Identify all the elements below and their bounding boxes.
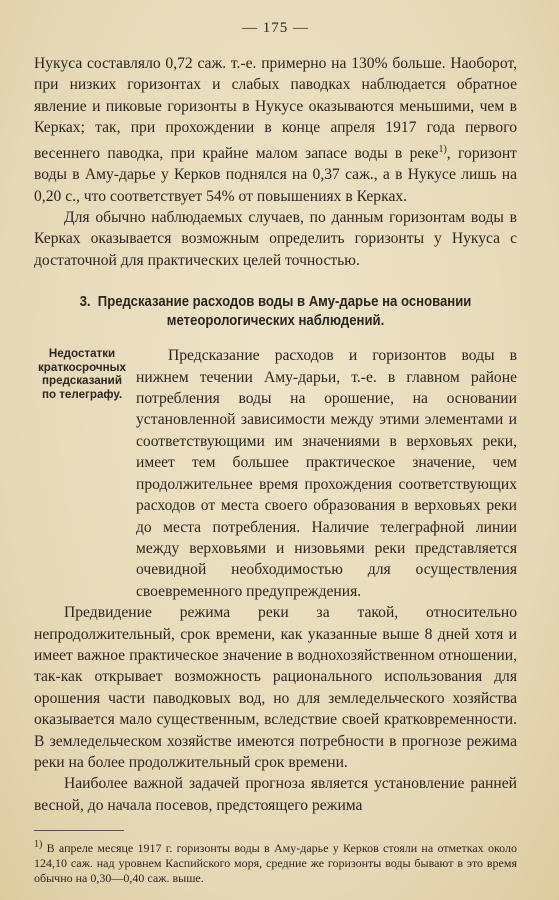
- section-title: Предсказание расходов воды в Аму-дарье на основании метеорологических наблюдений.: [97, 294, 472, 330]
- page-number: — 175 —: [242, 20, 309, 36]
- paragraph-text: Нукуса составляло 0,72 саж. т.-е. примерно на 130% больше. Наоборот, при низких горизонтах и слабых паводках наблюдается обратное явление и пиковые горизонты в Нукусе оказываются меньшими, чем в Керках; так, при прохождении в конце апреля 1917 года первого весеннего паводка, при крайне малом запасе воды в реке: [34, 55, 517, 162]
- paragraph: Наиболее важной задачей прогноза является установление ранней весной, до начала посевов, предстоящего режима: [34, 775, 517, 814]
- footnote-reference: 1): [438, 143, 447, 155]
- margin-paragraph: [136, 345, 517, 602]
- paragraph: Предсказание расходов и горизонтов воды в нижнем течении Аму-дарьи, т.-е. в главном районе потребления воды на орошение, на основании установленной зависимости между этими элементами и соответствующими им значениями в верховьях реки, имеет тем большее практическое значение, чем продолжительнее время прохождения соответствующих расходов от места своего образования в верховьях реки до места потребления. Наличие телеграфной линии между верховьями и низовьями реки представляется очевидной необходимостью для осуществления своевременного предупреждения.: [136, 347, 517, 600]
- margin-note: Недостатки краткосрочных предсказаний по телеграфу.: [38, 347, 126, 402]
- paragraph-text-tail: , горизонт воды в Аму-дарье у Керков поднялся на 0,37 саж., а в Нукусе лишь на 0,20 с., что соответствует 54% от повышениях в Керках.: [34, 144, 517, 205]
- paragraph-continuation: [34, 53, 517, 207]
- footnote-mark: 1): [34, 839, 43, 851]
- paragraph: Предвидение режима реки за такой, относительно непродолжительный, срок времени, как указанные выше 8 дней хотя и имеет важное практическое значение в воднохозяйственном отношении, так-как открывает возможность рационального использования для орошения части паводковых вод, но для земледельческого хозяйства оказывается мало существенным, вследствие своей кратковременности. В земледельческом хозяйстве имеются потребности в прогнозе режима реки на более продолжительный срок времени.: [34, 604, 517, 771]
- margin-note-block: [34, 345, 517, 602]
- footnote-text: В апреле месяце 1917 г. горизонты воды в Аму-дарье у Керков стояли на отметках около 124,10 саж. над уровнем Каспийского моря, средние же горизонты воды бывают в это время обычно на 0,30—0,40 саж. выше.: [34, 841, 518, 886]
- footnote-divider: [34, 830, 124, 831]
- footnote: [34, 837, 517, 886]
- paragraph: Для обычно наблюдаемых случаев, по данным горизонтам воды в Керках оказывается возможным определить горизонты у Нукуса с достаточной для практических целей точностью.: [34, 209, 517, 269]
- section-number: 3.: [79, 294, 91, 311]
- section-heading: [58, 293, 493, 331]
